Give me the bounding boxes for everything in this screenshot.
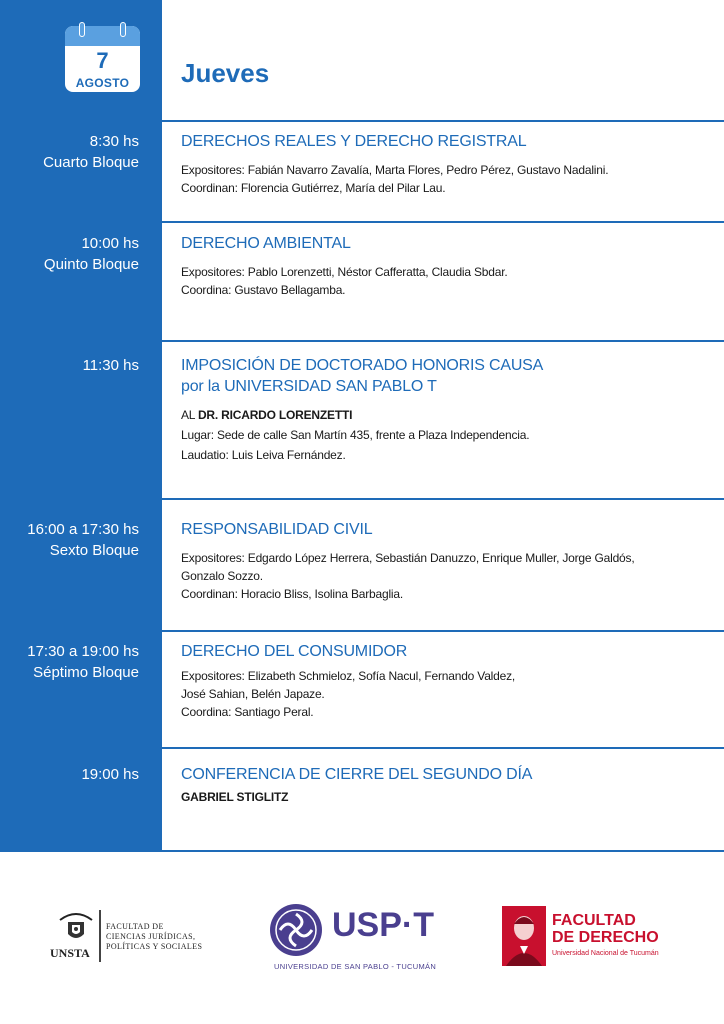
- session-title-line2: por la UNIVERSIDAD SAN PABLO T: [181, 378, 437, 395]
- day-title: Jueves: [181, 58, 270, 88]
- session-coordinators: Coordina: Santiago Peral.: [181, 705, 314, 719]
- bottom-rule: [0, 850, 724, 852]
- calendar-icon: [65, 22, 140, 92]
- session-block: [181, 131, 701, 197]
- uspt-logo: [268, 900, 448, 970]
- session-speakers: Expositores: Elizabeth Schmieloz, Sofía Nacul, Fernando Valdez,: [181, 669, 516, 683]
- derecho-logo: [502, 906, 682, 970]
- session-speaker: GABRIEL STIGLITZ: [181, 790, 289, 804]
- separator: [0, 630, 724, 632]
- separator: [0, 120, 724, 122]
- separator: [0, 498, 724, 500]
- session-speakers-cont: José Sahian, Belén Japaze.: [181, 687, 325, 701]
- unsta-logo: [50, 910, 210, 970]
- uspt-name: USP·T: [332, 906, 434, 944]
- session-time: 17:30 a 19:00 hs Séptimo Bloque: [27, 643, 139, 681]
- session-title: DERECHO AMBIENTAL: [181, 235, 351, 252]
- session-title: DERECHO DEL CONSUMIDOR: [181, 643, 408, 660]
- session-speakers: Expositores: Fabián Navarro Zavalía, Marta Flores, Pedro Pérez, Gustavo Nadalini.: [181, 163, 609, 177]
- schedule-sidebar: [0, 0, 162, 852]
- honoree: AL DR. RICARDO LORENZETTI: [181, 408, 353, 422]
- session-speakers-cont: Gonzalo Sozzo.: [181, 569, 263, 583]
- uspt-subtitle: UNIVERSIDAD DE SAN PABLO - TUCUMÁN: [274, 962, 437, 971]
- separator: [0, 221, 724, 223]
- session-laudatio: Laudatio: Luis Leiva Fernández.: [181, 448, 346, 462]
- honoree-name: DR. RICARDO LORENZETTI: [197, 408, 353, 422]
- session-title: DERECHOS REALES Y DERECHO REGISTRAL: [181, 133, 527, 150]
- session-coordinators: Coordina: Gustavo Bellagamba.: [181, 283, 346, 297]
- session-block: [181, 355, 701, 464]
- session-title: CONFERENCIA DE CIERRE DEL SEGUNDO DÍA: [181, 766, 533, 783]
- session-speakers: Expositores: Pablo Lorenzetti, Néstor Cafferatta, Claudia Sbdar.: [181, 265, 508, 279]
- calendar-day: 7: [96, 48, 109, 73]
- derecho-subtitle: Universidad Nacional de Tucumán: [552, 950, 659, 957]
- session-block: [181, 641, 701, 721]
- session-speakers: Expositores: Edgardo López Herrera, Sebastián Danuzzo, Enrique Muller, Jorge Galdós,: [181, 551, 635, 565]
- session-block: [181, 764, 701, 806]
- unsta-faculty: FACULTAD DE CIENCIAS JURÍDICAS, POLÍTICAS Y SOCIALES: [106, 922, 203, 951]
- session-block: [181, 519, 701, 603]
- logos-footer: [0, 880, 724, 990]
- session-time: 10:00 hs Quinto Bloque: [43, 235, 139, 273]
- session-venue: Lugar: Sede de calle San Martín 435, frente a Plaza Independencia.: [181, 428, 530, 442]
- session-time: 16:00 a 17:30 hs Sexto Bloque: [27, 521, 139, 559]
- unsta-crest-icon: [56, 910, 96, 944]
- uspt-seal-icon: [268, 902, 324, 958]
- session-time: 19:00 hs: [81, 766, 139, 783]
- derecho-title: FACULTAD DE DERECHO: [552, 912, 659, 946]
- separator: [0, 747, 724, 749]
- session-title: RESPONSABILIDAD CIVIL: [181, 521, 373, 538]
- calendar-month: AGOSTO: [75, 76, 130, 90]
- session-time: 8:30 hs Cuarto Bloque: [43, 133, 139, 171]
- session-coordinators: Coordinan: Horacio Bliss, Isolina Barbaglia.: [181, 587, 403, 601]
- session-coordinators: Coordinan: Florencia Gutiérrez, María del Pilar Lau.: [181, 181, 446, 195]
- session-time: 11:30 hs: [82, 357, 139, 374]
- derecho-portrait-icon: [502, 906, 546, 966]
- session-block: [181, 233, 701, 299]
- session-title: IMPOSICIÓN DE DOCTORADO HONORIS CAUSA: [181, 357, 544, 374]
- unsta-name: UNSTA: [50, 946, 90, 960]
- separator: [0, 340, 724, 342]
